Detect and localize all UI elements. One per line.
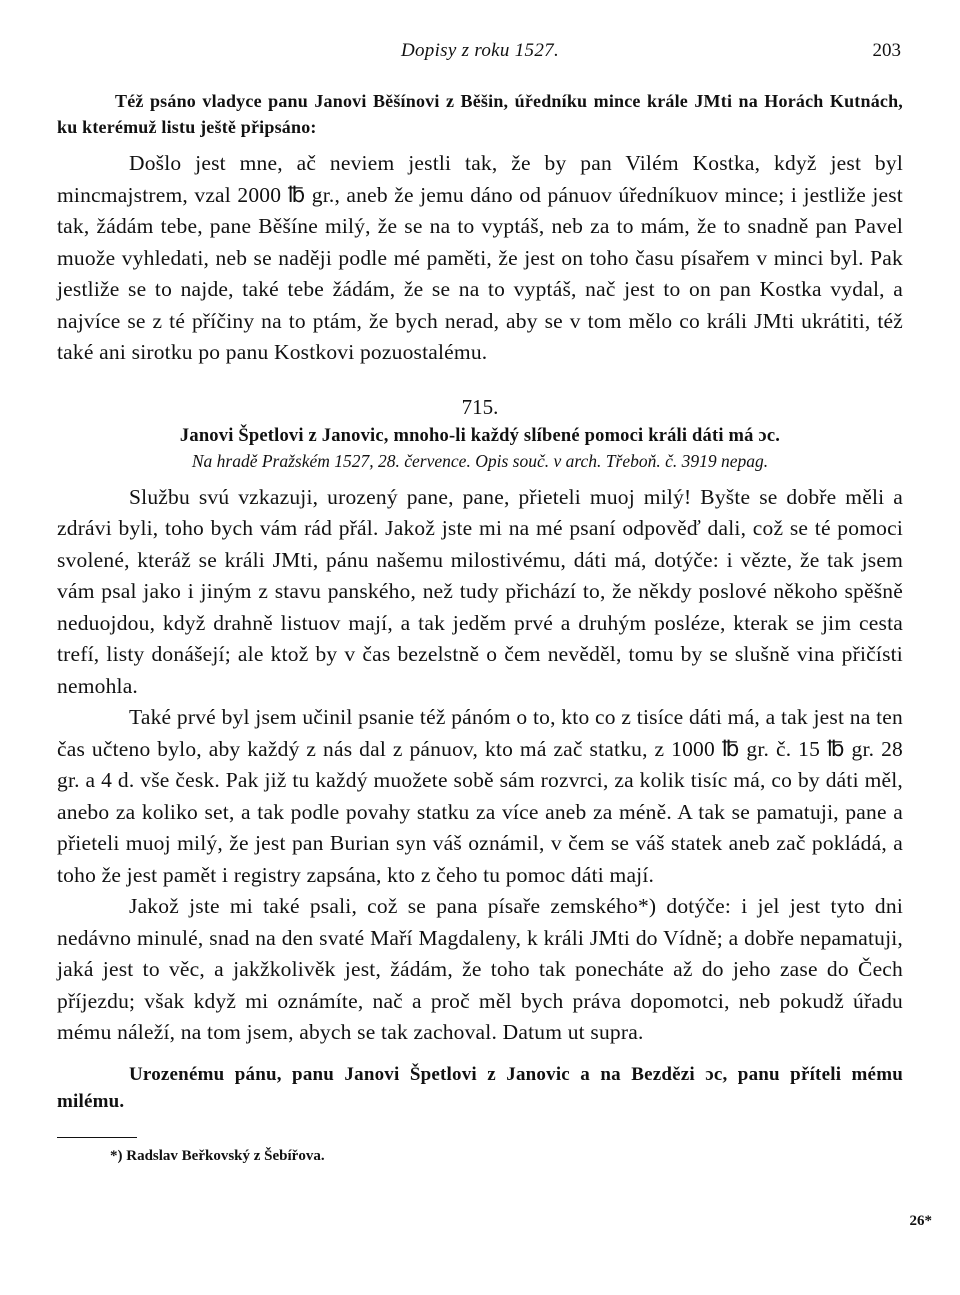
letter-paragraph-2: Také prvé byl jsem učinil psanie též pánóm o to, kto co z tisíce dáti má, a tak jest na ten čas učteno bylo, aby každý z nás dal z pánuov, kto má zač statku, z 1000 ℔ gr. č. 15 ℔ gr. 28 gr. a 4 d. vše česk. Pak již tu každý muožete sobě sám rozvrci, za kolik tisíc má, co by dáti měl, anebo za koliko set, a tak podle povahy statku za více aneb za méně. A tak se pamatuji, pane a přieteli muoj milý, že jest pan Burian syn váš oznámil, v čem se váš statek aneb zač pokládá, a toho že jest pamět i registry zapsána, kto z čeho tu pomoc dáti mají. — [57, 705, 903, 887]
postscript-paragraph: Došlo jest mne, ač neviem jestli tak, že by pan Vilém Kostka, když jest byl mincmajstrem, vzal 2000 ℔ gr., aneb že jemu dáno od pánuov úředníkuov mince; i jestliže jest tak, žádám tebe, pane Běšíne milý, že se na to vyptáš, neb za to mám, že to snadně pan Pavel muože vyhledati, neb se naději podle mé paměti, že jest on toho času písařem v minci byl. Pak jestliže se to najde, také tebe žádám, že se na to vyptáš, nač jest to on pan Kostka vydal, a najvíce se z té příčiny na to ptám, že bych nerad, aby se v tom mělo co králi JMti ukrátiti, též také ani sirotku po panu Kostkovi pozuostalému. — [57, 151, 903, 364]
document-page — [57, 36, 903, 1165]
running-title: Dopisy z roku 1527. — [400, 40, 560, 61]
letter-paragraph-3: Jakož jste mi také psali, což se pana písaře zemského*) dotýče: i jel jest tyto dni nedávno minulé, snad na den svaté Maří Magdaleny, k králi JMti do Vídně; a dobře nepamatuji, jaká jest to věc, a jakžkolivěk jest, žádám, že toho tak ponecháte až do jeho zase do Čech příjezdu; však když mi oznámíte, nač a proč měl bych práva dopomotci, neb pokudž úřadu mému náleží, na tom jsem, abych se tak zachoval. Datum ut supra. — [57, 894, 903, 1044]
document-source: Na hradě Pražském 1527, 28. července. Opis souč. v arch. Třeboň. č. 3919 nepag. — [191, 450, 769, 471]
signature-mark: 26* — [909, 1213, 932, 1229]
intro-note: Též psáno vladyce panu Janovi Běšínovi z Běšin, úředníku mince krále JMti na Horách Kutnách, ku kterémuž listu ještě připsáno: — [57, 91, 903, 137]
document-heading: Janovi Špetlovi z Janovic, mnoho-li každý slíbené pomoci králi dáti má ɔc. — [179, 425, 781, 446]
letter-address: Urozenému pánu, panu Janovi Špetlovi z Janovic a na Bezdězi ɔc, panu příteli mému milému. — [57, 1063, 903, 1112]
letter-paragraph-1: Službu svú vzkazuji, urozený pane, pane, přieteli muoj milý! Byšte se dobře měli a zdrávi byli, toho bych vám rád přál. Jakož jste mi na mé psaní odpověď dali, což se té pomoci svolené, kteráž se králi JMti, pánu našemu milostivému, dáti má, dotýče: i vězte, že tak jsem vám psal jako i jiným z stavu panského, než tudy přichází to, že někdy poslové někoho spěšně neduojdou, když drahně listuov mají, a tak jeděm prvé a druhým posléze, kterak se jim cesta trefí, listy donášejí; ale ktož by v čas bezelstně o čem nevěděl, tomu by se slušně vina přičísti nemohla. — [57, 484, 903, 698]
page-number: 203 — [872, 40, 901, 61]
running-head — [57, 36, 903, 76]
footnote-divider — [57, 1137, 137, 1138]
document-number: 715. — [461, 394, 499, 419]
footnote: *) Radslav Beřkovský z Šebířova. — [110, 1147, 325, 1164]
